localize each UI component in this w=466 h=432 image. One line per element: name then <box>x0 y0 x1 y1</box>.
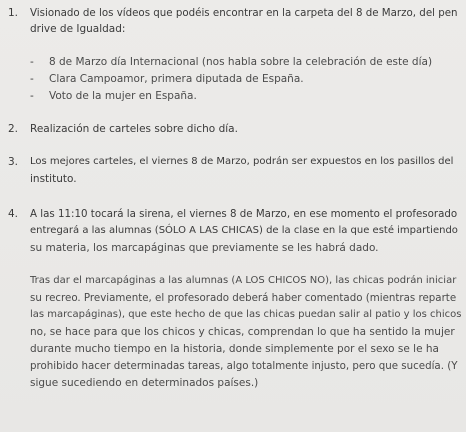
item-1-line-2: drive de Igualdad: <box>30 23 126 35</box>
sub-item-3: Voto de la mujer en España. <box>49 90 197 102</box>
item-2-line-1: Realización de carteles sobre dicho día. <box>30 123 238 135</box>
item-1-line-1: Visionado de los vídeos que podéis encontrar en la carpeta del 8 de Marzo, del pen <box>30 7 458 19</box>
item-number-4: 4. <box>8 208 19 220</box>
paragraph-line-6: prohibido hacer determinadas tareas, algo totalmente injusto, pero que sucedía. (Y <box>30 360 458 372</box>
item-number-1: 1. <box>8 7 19 19</box>
item-4-line-2: entregará a las alumnas (SÓLO A LAS CHICAS) de la clase en la que esté impartiendo <box>30 225 458 236</box>
item-number-2: 2. <box>8 123 19 135</box>
sub-item-1: 8 de Marzo día Internacional (nos habla sobre la celebración de este día) <box>49 56 433 68</box>
paragraph-line-3: las marcapáginas), que este hecho de que las chicas puedan salir al patio y los chicos <box>30 309 462 320</box>
item-number-3: 3. <box>8 156 19 168</box>
item-4-line-1: A las 11:10 tocará la sirena, el viernes 8 de Marzo, en ese momento el profesorado <box>30 208 458 220</box>
paragraph-line-1: Tras dar el marcapáginas a las alumnas (A LOS CHICOS NO), las chicas podrán iniciar <box>30 275 457 286</box>
paragraph-line-7: sigue sucediendo en determinados países.) <box>30 377 259 389</box>
sub-item-2: Clara Campoamor, primera diputada de España. <box>49 73 304 85</box>
bullet-dash: - <box>30 73 34 85</box>
item-4-line-3: su materia, los marcapáginas que previamente se les habrá dado. <box>30 242 379 254</box>
paragraph-line-2: su recreo. Previamente, el profesorado deberá haber comentado (mientras reparte <box>30 292 457 304</box>
bullet-dash: - <box>30 56 34 68</box>
bullet-dash: - <box>30 90 34 102</box>
item-3-line-2: instituto. <box>30 173 77 185</box>
paragraph-line-5: durante mucho tiempo en la historia, donde simplemente por el sexo se le ha <box>30 343 439 355</box>
item-3-line-1: Los mejores carteles, el viernes 8 de Marzo, podrán ser expuestos en los pasillos del <box>30 156 454 167</box>
paragraph-line-4: no, se hace para que los chicos y chicas, comprendan lo que ha sentido la mujer <box>30 326 455 338</box>
